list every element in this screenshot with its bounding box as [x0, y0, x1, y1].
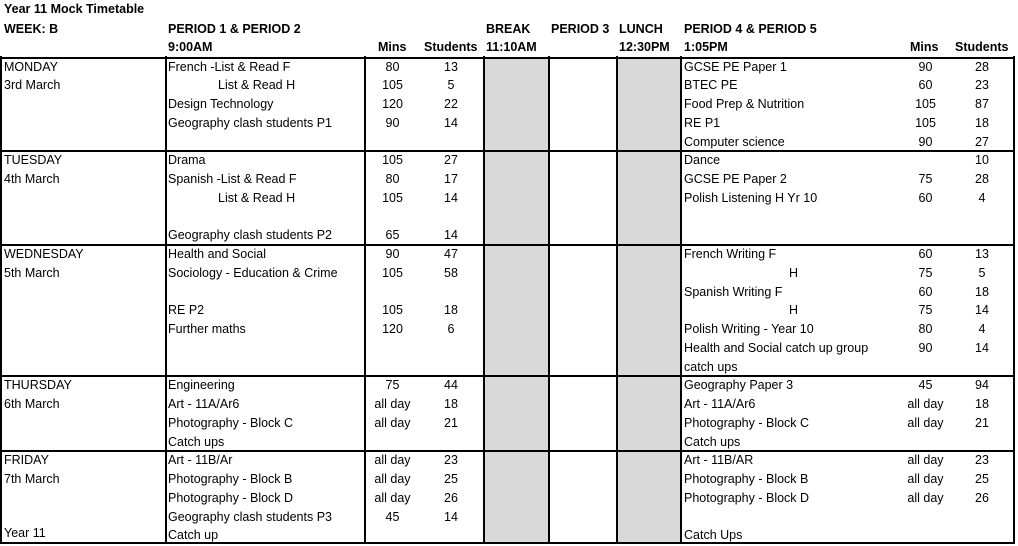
- students-cell: 14: [975, 341, 989, 355]
- mins-cell: all day: [374, 472, 411, 486]
- students-cell: 4: [978, 322, 986, 336]
- subject-cell: Polish Listening H Yr 10: [684, 191, 818, 205]
- subject-cell: Catch ups: [684, 435, 741, 449]
- table-bottom-border: [0, 542, 1015, 544]
- students-cell: 44: [444, 378, 458, 392]
- students-cell: 87: [975, 97, 989, 111]
- column-divider: [0, 56, 2, 544]
- week-label: WEEK: B: [4, 22, 59, 36]
- footer-label: Year 11: [4, 526, 46, 540]
- header-period-4-5-time: 1:05PM: [684, 40, 728, 54]
- subject-cell: Art - 11B/AR: [684, 453, 754, 467]
- page-title: Year 11 Mock Timetable: [4, 2, 145, 16]
- mins-cell: 120: [382, 97, 403, 111]
- subject-cell: Drama: [168, 153, 206, 167]
- mins-cell: 90: [385, 247, 400, 261]
- subject-cell: Geography clash students P2: [168, 228, 332, 242]
- students-cell: 10: [975, 153, 989, 167]
- subject-cell: Dance: [684, 153, 721, 167]
- students-cell: 14: [444, 191, 458, 205]
- mins-cell: all day: [907, 397, 944, 411]
- students-cell: 17: [444, 172, 458, 186]
- lunch-column-shading: [616, 57, 680, 544]
- mins-cell: 80: [385, 172, 400, 186]
- row-divider: [0, 150, 1015, 152]
- mins-cell: 75: [918, 172, 933, 186]
- column-divider: [616, 56, 618, 544]
- subject-cell: Photography - Block C: [168, 416, 294, 430]
- subject-cell: Geography Paper 3: [684, 378, 794, 392]
- mins-cell: all day: [907, 491, 944, 505]
- subject-cell: H: [789, 303, 799, 317]
- students-cell: 22: [444, 97, 458, 111]
- subject-cell: Spanish Writing F: [684, 285, 783, 299]
- students-cell: 26: [444, 491, 458, 505]
- mins-cell: 60: [918, 285, 933, 299]
- students-cell: 23: [444, 453, 458, 467]
- subject-cell: Design Technology: [168, 97, 274, 111]
- subject-cell: Photography - Block C: [684, 416, 810, 430]
- students-cell: 27: [975, 135, 989, 149]
- mins-cell: 65: [385, 228, 400, 242]
- subject-cell: Computer science: [684, 135, 785, 149]
- subject-cell: Photography - Block B: [168, 472, 293, 486]
- students-cell: 58: [444, 266, 458, 280]
- students-cell: 94: [975, 378, 989, 392]
- subject-cell: BTEC PE: [684, 78, 738, 92]
- students-cell: 18: [975, 285, 989, 299]
- break-column-shading: [484, 57, 548, 544]
- day-date: 4th March: [4, 172, 60, 186]
- subject-cell: Spanish -List & Read F: [168, 172, 297, 186]
- subject-cell: Geography clash students P1: [168, 116, 332, 130]
- mins-cell: 105: [915, 116, 936, 130]
- subject-cell: RE P1: [684, 116, 721, 130]
- mins-cell: 90: [918, 60, 933, 74]
- header-break: BREAK: [486, 22, 531, 36]
- mins-cell: all day: [907, 416, 944, 430]
- mins-cell: 90: [918, 135, 933, 149]
- mins-cell: 75: [918, 303, 933, 317]
- row-divider: [0, 375, 1015, 377]
- subject-cell: Geography clash students P3: [168, 510, 332, 524]
- mins-cell: 105: [382, 78, 403, 92]
- row-divider: [0, 57, 1015, 59]
- day-date: 6th March: [4, 397, 60, 411]
- students-cell: 25: [444, 472, 458, 486]
- students-cell: 21: [975, 416, 989, 430]
- mins-cell: 105: [382, 266, 403, 280]
- subject-cell: List & Read H: [218, 78, 296, 92]
- header-period-3: PERIOD 3: [551, 22, 610, 36]
- subject-cell: Catch up: [168, 528, 219, 542]
- students-cell: 6: [447, 322, 455, 336]
- subject-cell: catch ups: [684, 360, 738, 374]
- students-cell: 18: [444, 303, 458, 317]
- subject-cell: Health and Social: [168, 247, 266, 261]
- students-cell: 5: [978, 266, 986, 280]
- subject-cell: Health and Social catch up group: [684, 341, 869, 355]
- students-cell: 18: [444, 397, 458, 411]
- students-cell: 14: [444, 510, 458, 524]
- students-cell: 14: [444, 228, 458, 242]
- students-cell: 18: [975, 116, 989, 130]
- column-divider: [680, 56, 682, 544]
- subject-cell: H: [789, 266, 799, 280]
- header-break-time: 11:10AM: [486, 40, 537, 54]
- subject-cell: RE P2: [168, 303, 205, 317]
- mins-cell: 75: [918, 266, 933, 280]
- students-cell: 23: [975, 453, 989, 467]
- column-divider: [548, 56, 550, 544]
- mins-cell: 105: [915, 97, 936, 111]
- mins-cell: 120: [382, 322, 403, 336]
- subject-cell: Catch Ups: [684, 528, 743, 542]
- day-name: FRIDAY: [4, 453, 49, 467]
- header-lunch: LUNCH: [619, 22, 663, 36]
- mins-cell: 60: [918, 191, 933, 205]
- students-cell: 4: [978, 191, 986, 205]
- subject-cell: Polish Writing - Year 10: [684, 322, 814, 336]
- subject-cell: Food Prep & Nutrition: [684, 97, 805, 111]
- subject-cell: Catch ups: [168, 435, 225, 449]
- subject-cell: French Writing F: [684, 247, 777, 261]
- header-students-right: Students: [955, 40, 1009, 54]
- subject-cell: GCSE PE Paper 1: [684, 60, 787, 74]
- students-cell: 28: [975, 60, 989, 74]
- column-divider: [1013, 56, 1015, 544]
- subject-cell: French -List & Read F: [168, 60, 291, 74]
- header-mins-right: Mins: [910, 40, 939, 54]
- mins-cell: 75: [385, 378, 400, 392]
- header-mins-left: Mins: [378, 40, 407, 54]
- column-divider: [483, 56, 485, 544]
- day-date: 3rd March: [4, 78, 61, 92]
- mins-cell: 45: [385, 510, 400, 524]
- day-name: MONDAY: [4, 60, 58, 74]
- mins-cell: all day: [907, 453, 944, 467]
- mins-cell: 105: [382, 153, 403, 167]
- header-period-1-2: PERIOD 1 & PERIOD 2: [168, 22, 301, 36]
- column-divider: [364, 56, 366, 544]
- students-cell: 21: [444, 416, 458, 430]
- subject-cell: Art - 11A/Ar6: [684, 397, 756, 411]
- students-cell: 14: [975, 303, 989, 317]
- mins-cell: 90: [918, 341, 933, 355]
- day-name: TUESDAY: [4, 153, 63, 167]
- subject-cell: Art - 11B/Ar: [168, 453, 233, 467]
- header-lunch-time: 12:30PM: [619, 40, 670, 54]
- students-cell: 14: [444, 116, 458, 130]
- subject-cell: Photography - Block D: [684, 491, 810, 505]
- subject-cell: Engineering: [168, 378, 235, 392]
- row-divider: [0, 244, 1015, 246]
- mins-cell: 45: [918, 378, 933, 392]
- mins-cell: 105: [382, 191, 403, 205]
- students-cell: 47: [444, 247, 458, 261]
- subject-cell: GCSE PE Paper 2: [684, 172, 787, 186]
- mins-cell: all day: [374, 491, 411, 505]
- column-divider: [165, 56, 167, 544]
- subject-cell: Further maths: [168, 322, 246, 336]
- mins-cell: 80: [385, 60, 400, 74]
- students-cell: 13: [444, 60, 458, 74]
- subject-cell: Sociology - Education & Crime: [168, 266, 338, 280]
- mins-cell: all day: [374, 416, 411, 430]
- header-students-left: Students: [424, 40, 478, 54]
- students-cell: 13: [975, 247, 989, 261]
- students-cell: 18: [975, 397, 989, 411]
- subject-cell: List & Read H: [218, 191, 296, 205]
- students-cell: 26: [975, 491, 989, 505]
- students-cell: 27: [444, 153, 458, 167]
- mins-cell: 90: [385, 116, 400, 130]
- row-divider: [0, 450, 1015, 452]
- header-period-4-5: PERIOD 4 & PERIOD 5: [684, 22, 817, 36]
- mins-cell: all day: [374, 453, 411, 467]
- subject-cell: Photography - Block B: [684, 472, 809, 486]
- day-name: THURSDAY: [4, 378, 72, 392]
- mins-cell: 60: [918, 78, 933, 92]
- mins-cell: 60: [918, 247, 933, 261]
- subject-cell: Art - 11A/Ar6: [168, 397, 240, 411]
- students-cell: 28: [975, 172, 989, 186]
- day-date: 5th March: [4, 266, 60, 280]
- mins-cell: all day: [374, 397, 411, 411]
- header-period-1-2-time: 9:00AM: [168, 40, 213, 54]
- students-cell: 23: [975, 78, 989, 92]
- day-name: WEDNESDAY: [4, 247, 84, 261]
- subject-cell: Photography - Block D: [168, 491, 294, 505]
- students-cell: 25: [975, 472, 989, 486]
- mins-cell: 105: [382, 303, 403, 317]
- day-date: 7th March: [4, 472, 60, 486]
- mins-cell: 80: [918, 322, 933, 336]
- mins-cell: all day: [907, 472, 944, 486]
- students-cell: 5: [447, 78, 455, 92]
